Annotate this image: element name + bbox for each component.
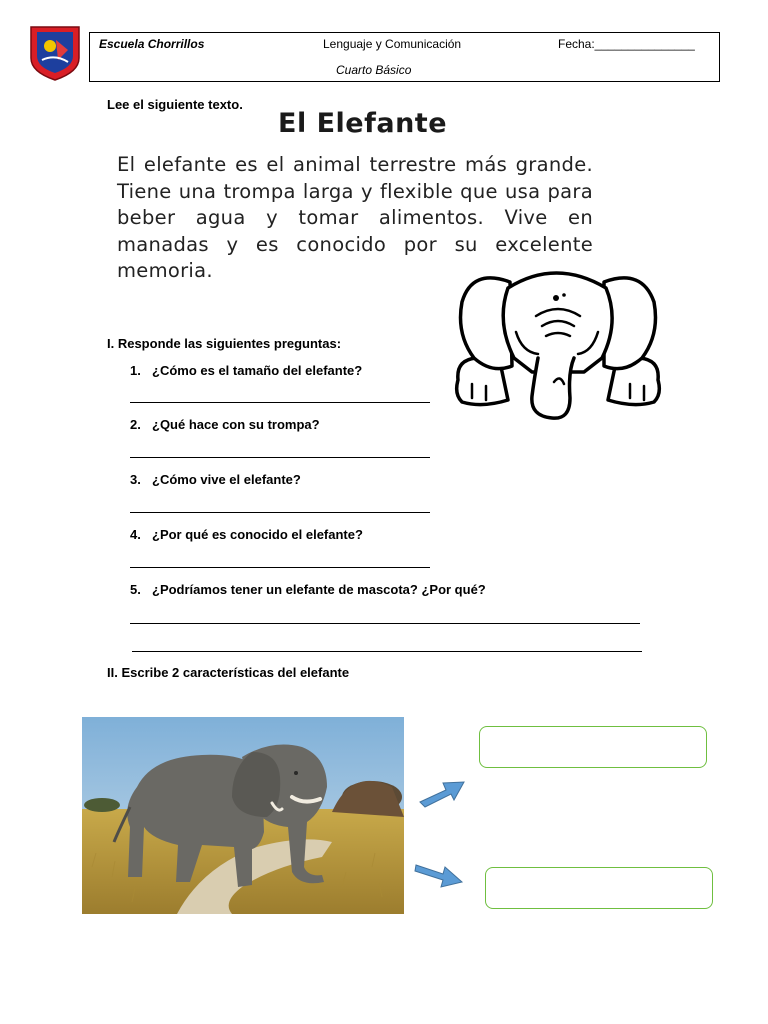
- answer-line-4[interactable]: [130, 567, 430, 568]
- section-1-heading: I. Responde las siguientes preguntas:: [107, 336, 342, 351]
- header-box: [89, 32, 720, 82]
- section-2-heading: II. Escribe 2 características del elefante: [107, 665, 350, 680]
- question-text: ¿Qué hace con su trompa?: [152, 417, 320, 432]
- question-number: 4.: [130, 527, 141, 542]
- date-field: Fecha:_______________: [558, 37, 695, 51]
- grade-level: Cuarto Básico: [336, 63, 412, 77]
- characteristic-box-2[interactable]: [485, 867, 713, 909]
- elephant-photo: [82, 717, 404, 914]
- elephant-drawing: [452, 262, 664, 430]
- answer-line-2[interactable]: [130, 457, 430, 458]
- question-2: [130, 417, 320, 432]
- answer-line-3[interactable]: [130, 512, 430, 513]
- question-text: ¿Cómo vive el elefante?: [152, 472, 301, 487]
- arrow-down-right-icon: [413, 856, 465, 890]
- reading-instruction: Lee el siguiente texto.: [107, 97, 243, 112]
- question-number: 5.: [130, 582, 141, 597]
- question-4: [130, 527, 363, 542]
- question-1: [130, 363, 362, 378]
- arrow-up-right-icon: [416, 776, 468, 810]
- answer-line-1[interactable]: [130, 402, 430, 403]
- question-number: 3.: [130, 472, 141, 487]
- question-number: 2.: [130, 417, 141, 432]
- question-3: [130, 472, 301, 487]
- question-5: [130, 582, 486, 597]
- question-number: 1.: [130, 363, 141, 378]
- question-text: ¿Por qué es conocido el elefante?: [152, 527, 363, 542]
- subject-name: Lenguaje y Comunicación: [323, 37, 462, 51]
- answer-line-5a[interactable]: [130, 623, 640, 624]
- school-logo: [28, 24, 82, 82]
- answer-line-5b[interactable]: [132, 651, 642, 652]
- reading-text: El elefante es el animal terrestre más grande. Tiene una trompa larga y flexible que usa para beber agua y tomar alimentos. Vive en manadas y es conocido por su excelente memoria.: [117, 153, 593, 282]
- reading-title: El Elefante: [278, 108, 448, 139]
- question-text: ¿Cómo es el tamaño del elefante?: [152, 363, 363, 378]
- school-name: Escuela Chorrillos: [99, 37, 205, 51]
- question-text: ¿Podríamos tener un elefante de mascota? ¿Por qué?: [152, 582, 486, 597]
- characteristic-box-1[interactable]: [479, 726, 707, 768]
